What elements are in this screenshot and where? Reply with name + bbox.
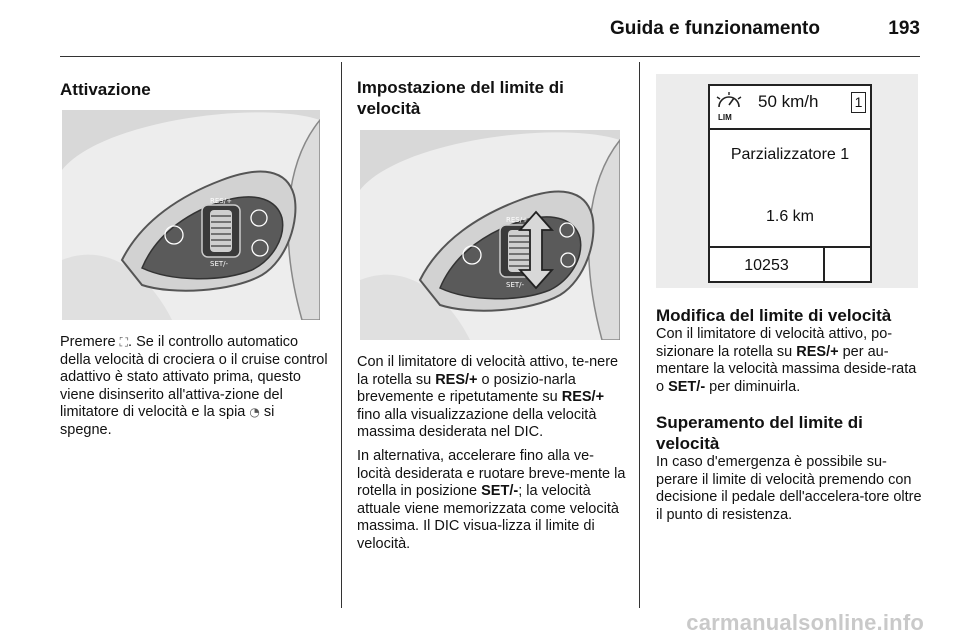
setting-paragraph-2 (357, 448, 627, 554)
activation-text-2: . Se il controllo automatico della velocità di crociera o il cruise control adattivo è stato attivato prima, questo viene disinserito all'attiva-zione del limitatore di velocità e la spia (60, 334, 328, 421)
set-minus-bold-1: SET/- (481, 483, 519, 500)
distance-value: 1.6 km (765, 208, 814, 225)
modify-text-1: Con il limitatore di velocità attivo, po-sizionare la rotella su (656, 326, 893, 360)
mode-label: Parzializzatore 1 (730, 146, 850, 163)
section-title: Guida e funzionamento (609, 18, 820, 39)
watermark: carmanualsonline.info (686, 610, 924, 635)
setting-text-1: Con il limitatore di velocità attivo, te-nere la rotella su (357, 354, 619, 388)
res-plus-bold-1: RES/+ (435, 371, 478, 388)
setting-text-4: In alternativa, accelerare fino alla ve-locità desiderata e ruotare breve-mente la rotella in posizione (357, 448, 626, 500)
column-divider-1 (341, 62, 342, 608)
dic-display-figure (656, 74, 918, 288)
modify-limit-paragraph (656, 326, 924, 396)
activation-text-3: si spegne. (60, 404, 275, 438)
heading-impostazione: Impostazione del limite di velocità (357, 78, 564, 118)
left-column (60, 60, 330, 100)
res-label-1: RES/+ (210, 197, 232, 205)
heading-attivazione: Attivazione (60, 80, 151, 99)
modify-text-2: per au-mentare la velocità massima deside-rata o (656, 343, 917, 395)
res-plus-bold-2: RES/+ (561, 389, 605, 406)
activation-paragraph (60, 334, 330, 440)
steering-wheel-figure-1 (62, 110, 320, 320)
page-number: 193 (888, 18, 920, 39)
setting-text-5: ; la velocità attuale viene memorizzata come velocità massima. Il DIC visua-lizza il limite di velocità. (357, 483, 619, 552)
speed-limiter-icon: ⛶ (119, 335, 129, 349)
header-rule (60, 56, 920, 57)
res-plus-bold-3: RES/+ (796, 343, 839, 360)
setting-paragraph-1 (357, 354, 627, 442)
dic-bottom-row (710, 246, 870, 283)
res-label-2: RES/+ (506, 216, 528, 224)
set-label-1: SET/- (210, 260, 229, 268)
lim-label: LIM (718, 113, 732, 122)
odometer-value: 10253 (710, 248, 825, 283)
steering-wheel-figure-2 (360, 130, 620, 340)
column-divider-2 (639, 62, 640, 608)
modify-text-3: per diminuirla. (705, 378, 801, 395)
modify-limit-section (656, 305, 924, 396)
exceed-limit-section (656, 412, 924, 524)
heading-superamento: Superamento del limite di velocità (656, 413, 863, 453)
memory-slot: 1 (851, 92, 866, 113)
setting-text-2: o posizio-narla brevemente e ripetutamente su (357, 371, 576, 406)
dic-screen (708, 84, 872, 283)
activation-text-1: Premere (60, 334, 120, 350)
dic-top-row (710, 86, 870, 130)
exceed-limit-paragraph: In caso d'emergenza è possibile su-perare il limite di velocità premendo con decisione il pedale dell'accelera-tore oltre il punto di resistenza. (656, 454, 922, 523)
heading-modifica: Modifica del limite di velocità (656, 306, 892, 325)
set-label-2: SET/- (506, 281, 525, 289)
middle-column (357, 60, 625, 119)
speed-limit-value: 50 km/h (758, 92, 819, 111)
cruise-indicator-icon: ◔ (249, 405, 260, 420)
set-minus-bold-2: SET/- (668, 378, 706, 395)
setting-text-3: fino alla visualizzazione della velocità massima desiderata nel DIC. (357, 406, 597, 441)
